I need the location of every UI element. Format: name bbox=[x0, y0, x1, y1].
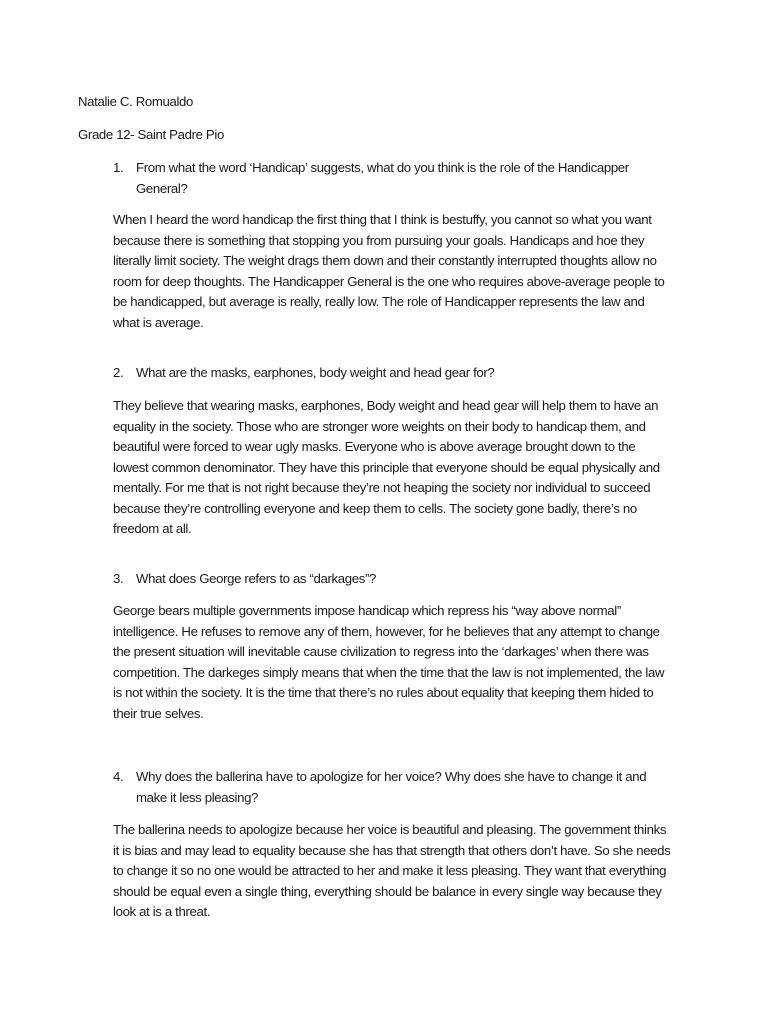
question-3-number: 3. bbox=[113, 571, 124, 586]
grade-section: Grade 12- Saint Padre Pio bbox=[78, 127, 224, 142]
question-1-text: From what the word ‘Handicap’ suggests, what do you think is the role of the Handicapper General? bbox=[136, 160, 629, 196]
question-2-text: What are the masks, earphones, body weight and head gear for? bbox=[136, 365, 495, 380]
answer-4: The ballerina needs to apologize because her voice is beautiful and pleasing. The government thinks it is bias and may lead to equality because she has that strength that others don’t have. So she needs to change it so no one would be attracted to her and make it less pleasing. They want that everything should be equal even a single thing, everything should be balance in every single way because they look at is a threat. bbox=[113, 822, 671, 919]
question-4-text: Why does the ballerina have to apologize for her voice? Why does she have to change it and make it less pleasing? bbox=[136, 769, 647, 805]
answer-2: They believe that wearing masks, earphones, Body weight and head gear will help them to have an equality in the society. Those who are stronger wore weights on their body to handicap them, and beautiful were forced to wear ugly masks. Everyone who is above average brought down to the lowest common denominator. They have this principle that everyone should be equal physically and mentally. For me that is not right because they’re not heaping the society nor individual to succeed because they’re controlling everyone and keep them to cells. The society gone badly, there’s no freedom at all. bbox=[113, 398, 660, 536]
question-4-number: 4. bbox=[113, 769, 124, 784]
answer-3: George bears multiple governments impose handicap which repress his “way above normal” intelligence. He refuses to remove any of them, however, for he believes that any attempt to change the present situation will inevitable cause civilization to regress into the ‘darkages’ when there was competition. The darkeges simply means that when the time that the law is not implemented, the law is not within the society. It is the time that there’s no rules about equality that keeping them hided to their true selves. bbox=[113, 603, 665, 721]
question-1-number: 1. bbox=[113, 160, 124, 175]
question-2-number: 2. bbox=[113, 365, 124, 380]
answer-1: When I heard the word handicap the first thing that I think is bestuffy, you cannot so what you want because there is something that stopping you from pursuing your goals. Handicaps and hoe they literally limit society. The weight drags them down and their constantly interrupted thoughts allow no room for deep thoughts. The Handicapper General is the one who requires above-average people to be handicapped, but average is really, really low. The role of Handicapper represents the law and what is average. bbox=[113, 212, 665, 330]
question-3-text: What does George refers to as “darkages”? bbox=[136, 571, 376, 586]
author-name: Natalie C. Romualdo bbox=[78, 94, 194, 109]
